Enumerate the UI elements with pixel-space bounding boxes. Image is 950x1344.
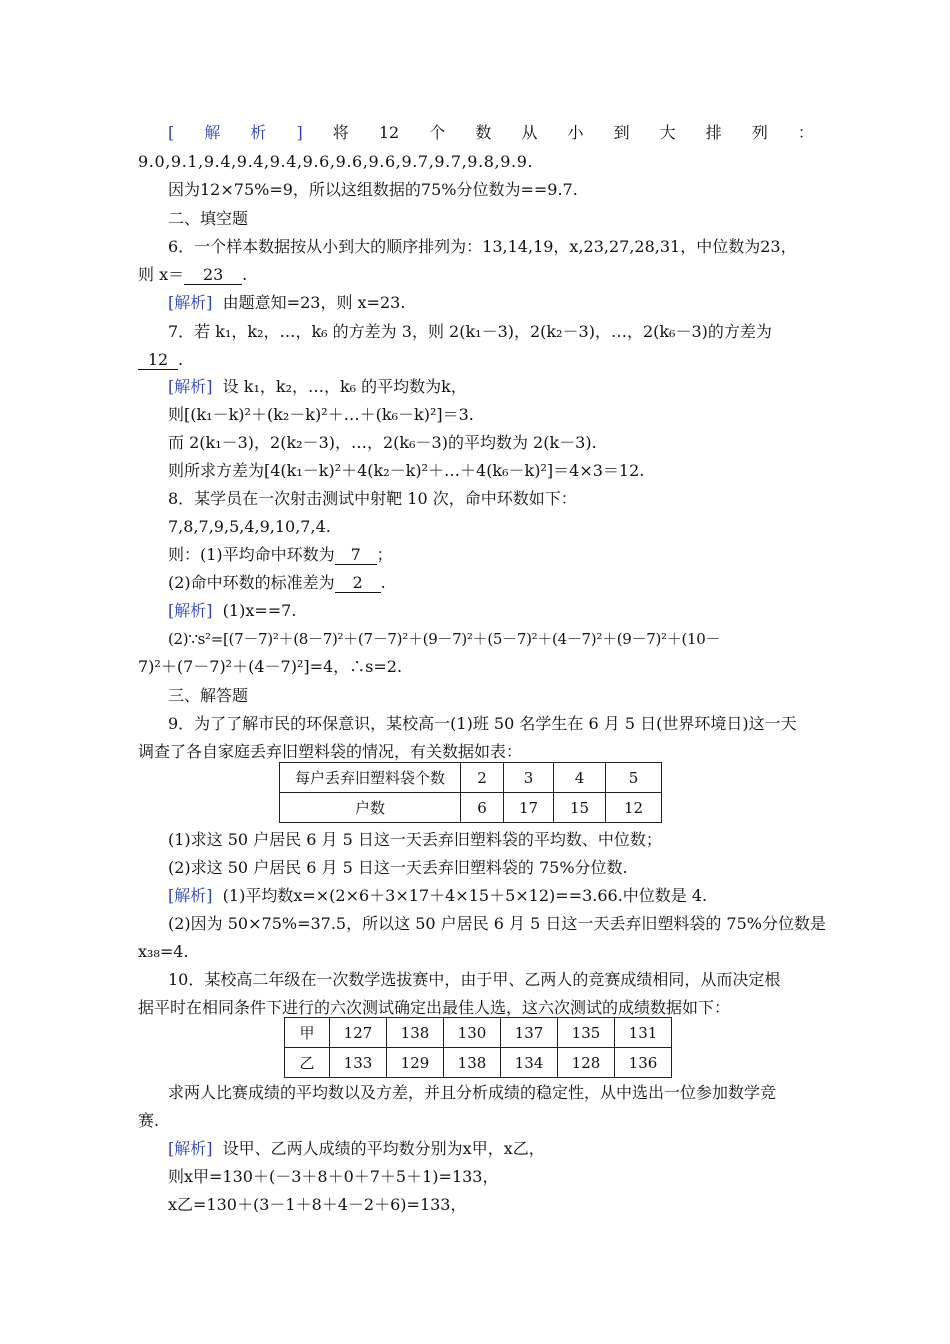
q8-answer-1-blank: 7 <box>335 546 377 565</box>
analysis-tag-char: ] <box>296 123 303 142</box>
analysis-tag: [解析] <box>168 601 213 620</box>
q10-solution-1: 设甲、乙两人成绩的平均数分别为x甲，x乙， <box>222 1139 545 1158</box>
q8-stem: 8．某学员在一次射击测试中射靶 10 次，命中环数如下： <box>168 489 577 508</box>
spread-char: 到 <box>613 123 630 142</box>
analysis-tag: [解析] <box>168 886 213 905</box>
q7-answer-line <box>138 350 183 370</box>
q5-analysis-line <box>168 123 814 143</box>
spread-char: 从 <box>521 123 538 142</box>
table-cell: 137 <box>501 1018 558 1048</box>
table-cell: 128 <box>558 1048 615 1078</box>
analysis-tag-char: [ <box>168 123 175 142</box>
analysis-tag: [解析] <box>168 377 213 396</box>
table-cell: 户数 <box>280 793 461 823</box>
q7-suffix: . <box>178 350 184 369</box>
table-cell: 135 <box>558 1018 615 1048</box>
q10-stem-1: 10．某校高二年级在一次数学选拔赛中，由于甲、乙两人的竞赛成绩相同，从而决定根 <box>168 970 781 989</box>
spread-char: 大 <box>659 123 676 142</box>
spread-char: 数 <box>475 123 492 142</box>
table-cell: 4 <box>554 763 606 793</box>
table-cell: 129 <box>387 1048 444 1078</box>
q7-solution-1: 设 k₁，k₂，…，k₆ 的平均数为k， <box>222 377 467 396</box>
q8-ask-1-suffix: ； <box>376 545 393 564</box>
table-cell: 3 <box>504 763 554 793</box>
q7-solution-2: 则[(k₁－k)²＋(k₂－k)²＋…＋(k₆－k)²]＝3. <box>168 405 474 424</box>
q8-analysis <box>168 601 296 621</box>
table-cell: 12 <box>606 793 662 823</box>
q8-ask-2-suffix: . <box>380 573 386 592</box>
q10-solution-2: 则x甲=130＋(－3＋8＋0＋7＋5＋1)=133， <box>168 1167 499 1186</box>
q7-stem: 7．若 k₁，k₂，…，k₆ 的方差为 3，则 2(k₁－3)，2(k₂－3)，…，2(k₆－3)的方差为 <box>168 322 772 341</box>
q8-solution-1: (1)x==7. <box>222 601 297 620</box>
q7-solution-4: 则所求方差为[4(k₁－k)²＋4(k₂－k)²＋…＋4(k₆－k)²]＝4×3＝12. <box>168 461 645 480</box>
section-heading-answer: 三、解答题 <box>168 686 249 705</box>
q7-analysis <box>168 377 467 397</box>
q9-ask-1: (1)求这 50 户居民 6 月 5 日这一天丢弃旧塑料袋的平均数、中位数； <box>168 830 662 849</box>
table-row <box>285 1018 672 1048</box>
q8-answer-2-blank: 2 <box>335 574 381 593</box>
table-cell: 每户丢弃旧塑料袋个数 <box>280 763 461 793</box>
table-cell: 136 <box>615 1048 672 1078</box>
q6-solution: 由题意知=23，则 x=23. <box>222 293 406 312</box>
table-cell: 138 <box>387 1018 444 1048</box>
analysis-tag-char: 析 <box>250 123 267 142</box>
q6-prefix: 则 x＝ <box>138 265 185 284</box>
q10-analysis <box>168 1139 545 1159</box>
table-cell: 15 <box>554 793 606 823</box>
q9-stem-2: 调查了各自家庭丢弃旧塑料袋的情况，有关数据如表： <box>138 742 523 761</box>
table-row <box>280 793 662 823</box>
q6-analysis <box>168 293 405 313</box>
spread-char: 小 <box>567 123 584 142</box>
q10-stem-2: 据平时在相同条件下进行的六次测试确定出最佳人选，这六次测试的成绩数据如下： <box>138 998 731 1017</box>
q9-stem-1: 9．为了了解市民的环保意识，某校高一(1)班 50 名学生在 6 月 5 日(世界环境日)这一天 <box>168 714 797 733</box>
q8-solution-3: 7)²＋(7－7)²＋(4－7)²]=4，∴s=2. <box>138 657 403 676</box>
table-row <box>280 763 662 793</box>
table-cell: 6 <box>461 793 504 823</box>
q9-data-table <box>279 762 662 823</box>
table-cell: 乙 <box>285 1048 330 1078</box>
q7-solution-3: 而 2(k₁－3)，2(k₂－3)，…，2(k₆－3)的平均数为 2(k－3). <box>168 433 597 452</box>
table-cell: 2 <box>461 763 504 793</box>
q7-answer-blank: 12 <box>138 351 178 370</box>
q8-ask-2 <box>168 573 386 593</box>
spread-char: 12 <box>378 123 400 142</box>
q9-solution-3: x₃₈=4. <box>138 942 189 961</box>
q6-stem: 6．一个样本数据按从小到大的顺序排列为：13,14,19，x,23,27,28,31，中位数为23， <box>168 237 797 256</box>
analysis-tag: [解析] <box>168 1139 213 1158</box>
q6-suffix: . <box>242 265 248 284</box>
table-row <box>285 1048 672 1078</box>
table-cell: 134 <box>501 1048 558 1078</box>
q8-ask-1 <box>168 545 393 565</box>
q6-answer-blank: 23 <box>184 266 242 285</box>
table-cell: 138 <box>444 1048 501 1078</box>
q9-solution-1: (1)平均数x=×(2×6＋3×17＋4×15＋5×12)==3.66.中位数是 4. <box>222 886 708 905</box>
q9-ask-2: (2)求这 50 户居民 6 月 5 日这一天丢弃旧塑料袋的 75%分位数. <box>168 858 628 877</box>
table-cell: 133 <box>330 1048 387 1078</box>
spread-char: 排 <box>705 123 722 142</box>
section-heading-fill-blank: 二、填空题 <box>168 209 249 228</box>
table-cell: 131 <box>615 1018 672 1048</box>
table-cell: 17 <box>504 793 554 823</box>
q10-ask-1: 求两人比赛成绩的平均数以及方差，并且分析成绩的稳定性，从中选出一位参加数学竞 <box>168 1083 777 1102</box>
table-cell: 130 <box>444 1018 501 1048</box>
spread-char: 列 <box>751 123 768 142</box>
q8-ask-2-prefix: (2)命中环数的标准差为 <box>168 573 335 592</box>
q6-answer-line <box>138 265 247 285</box>
q8-data: 7,8,7,9,5,4,9,10,7,4. <box>168 517 331 536</box>
q9-analysis <box>168 886 707 906</box>
table-cell: 5 <box>606 763 662 793</box>
table-cell: 甲 <box>285 1018 330 1048</box>
q8-ask-1-prefix: 则：(1)平均命中环数为 <box>168 545 335 564</box>
spread-char: 个 <box>429 123 446 142</box>
analysis-tag-char: 解 <box>204 123 221 142</box>
analysis-tag: [解析] <box>168 293 213 312</box>
spread-char: ： <box>797 123 814 142</box>
q10-solution-3: x乙=130＋(3－1＋8＋4－2＋6)=133， <box>168 1195 467 1214</box>
q10-score-table <box>284 1017 672 1078</box>
table-cell: 127 <box>330 1018 387 1048</box>
q8-solution-2: (2)∵s²=[(7－7)²＋(8－7)²＋(7－7)²＋(9－7)²＋(5－7)²＋(4－7)²＋(9－7)²＋(10－ <box>168 630 721 648</box>
q5-sorted-data: 9.0,9.1,9.4,9.4,9.4,9.6,9.6,9.6,9.7,9.7,9.8,9.9. <box>138 152 534 171</box>
q10-ask-2: 赛. <box>138 1111 160 1130</box>
q9-solution-2: (2)因为 50×75%=37.5，所以这 50 户居民 6 月 5 日这一天丢弃旧塑料袋的 75%分位数是 <box>168 914 826 933</box>
spread-char: 将 <box>332 123 349 142</box>
q5-conclusion: 因为12×75%=9，所以这组数据的75%分位数为==9.7. <box>168 180 578 199</box>
